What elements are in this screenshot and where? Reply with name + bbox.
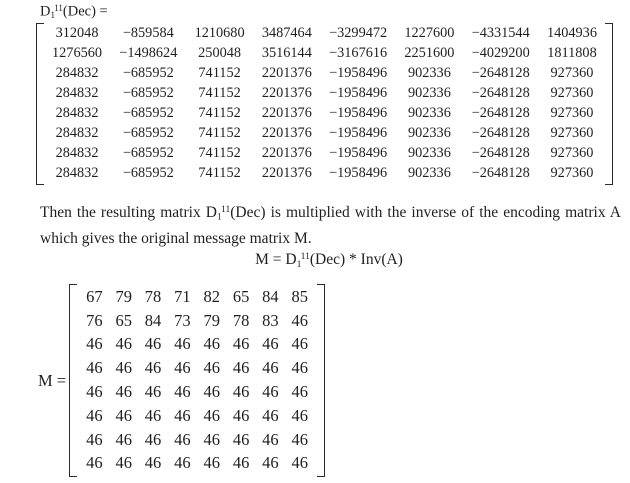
- paragraph-line-1: [40, 199, 621, 228]
- left-bracket: [69, 284, 77, 477]
- matrix-cell: 46: [144, 405, 162, 425]
- matrix-cell: −685952: [122, 85, 174, 102]
- decoded-matrix-label-suffix: (Dec) =: [62, 3, 108, 20]
- matrix-cell: 46: [291, 334, 309, 354]
- matrix-cell: 46: [115, 334, 132, 354]
- matrix-cell: 67: [86, 286, 103, 306]
- matrix-cell: 46: [291, 358, 309, 378]
- matrix-cell: 78: [144, 286, 162, 306]
- matrix-cell: 46: [115, 358, 132, 378]
- matrix-cell: −1958496: [329, 85, 388, 102]
- matrix-cell: 250048: [198, 45, 242, 62]
- matrix-cell: 46: [203, 429, 220, 449]
- matrix-cell: 3516144: [261, 45, 312, 62]
- matrix-cell: −685952: [122, 105, 174, 121]
- matrix-cell: 46: [262, 334, 279, 354]
- decoded-matrix-subscript: 1: [50, 10, 55, 21]
- decoded-matrix: [36, 23, 613, 185]
- equation-lhs: M =: [255, 251, 286, 268]
- matrix-cell: 46: [86, 405, 103, 425]
- matrix-cell: 2201376: [261, 65, 312, 82]
- matrix-cell: 46: [291, 453, 309, 473]
- matrix-cell: 65: [232, 286, 250, 306]
- matrix-cell: −2648128: [471, 65, 530, 82]
- matrix-cell: −859584: [122, 25, 174, 42]
- matrix-cell: −685952: [122, 164, 174, 181]
- matrix-cell: 82: [203, 286, 220, 306]
- equation-matrix-symbol: D: [285, 251, 297, 268]
- matrix-cell: 46: [86, 429, 103, 449]
- matrix-cell: 927360: [550, 124, 594, 141]
- equation: [14, 251, 630, 270]
- matrix-cell: 65: [115, 310, 132, 330]
- matrix-cell: 741152: [198, 65, 241, 82]
- matrix-cell: 741152: [198, 144, 241, 161]
- message-matrix-label: M =: [38, 370, 67, 390]
- matrix-cell: 46: [262, 453, 279, 473]
- paragraph-text: Then the resulting matrix: [40, 203, 206, 221]
- matrix-cell: 46: [86, 358, 103, 378]
- matrix-cell: 46: [291, 429, 309, 449]
- matrix-cell: 79: [203, 310, 220, 330]
- matrix-cell: 46: [232, 382, 250, 402]
- matrix-cell: −2648128: [471, 164, 530, 181]
- matrix-cell: 902336: [407, 65, 451, 82]
- matrix-cell: 312048: [55, 25, 99, 42]
- inline-matrix-subscript: 1: [216, 211, 222, 223]
- matrix-cell: −3167616: [329, 45, 388, 62]
- matrix-cell: 46: [291, 382, 309, 402]
- matrix-cell: −685952: [122, 124, 174, 141]
- inline-matrix-superscript: 11: [221, 204, 231, 215]
- matrix-cell: 2201376: [261, 144, 312, 161]
- matrix-cell: −2648128: [471, 105, 530, 121]
- matrix-cell: 284832: [55, 105, 99, 121]
- matrix-cell: 46: [144, 382, 162, 402]
- matrix-cell: 46: [203, 453, 220, 473]
- body-paragraph: [40, 199, 621, 250]
- matrix-cell: 2201376: [261, 124, 312, 141]
- matrix-cell: 78: [232, 310, 250, 330]
- matrix-cell: 46: [291, 405, 309, 425]
- matrix-cell: −2648128: [471, 124, 530, 141]
- decoded-matrix-cells: [44, 23, 605, 185]
- matrix-cell: 46: [262, 358, 279, 378]
- matrix-cell: −685952: [122, 144, 174, 161]
- matrix-cell: 46: [144, 429, 162, 449]
- matrix-cell: 741152: [198, 105, 241, 121]
- matrix-cell: 902336: [407, 124, 451, 141]
- matrix-cell: 902336: [407, 164, 451, 181]
- equation-matrix-subscript: 1: [296, 258, 302, 270]
- message-matrix-block: [38, 284, 325, 477]
- matrix-cell: 46: [174, 405, 191, 425]
- matrix-cell: 2201376: [261, 164, 312, 181]
- matrix-cell: 46: [174, 382, 191, 402]
- matrix-cell: −1958496: [329, 124, 388, 141]
- matrix-cell: 1811808: [547, 45, 597, 62]
- matrix-cell: 46: [115, 453, 132, 473]
- matrix-cell: 902336: [407, 85, 451, 102]
- decoded-matrix-superscript: 11: [54, 3, 63, 13]
- matrix-cell: 83: [262, 310, 279, 330]
- matrix-cell: 741152: [198, 124, 241, 141]
- left-bracket: [36, 23, 44, 185]
- right-bracket: [605, 23, 613, 185]
- matrix-cell: 46: [291, 310, 309, 330]
- matrix-cell: −1958496: [329, 65, 388, 82]
- matrix-cell: 46: [174, 358, 191, 378]
- matrix-cell: 46: [86, 382, 103, 402]
- matrix-cell: 1404936: [546, 25, 597, 42]
- matrix-cell: 46: [115, 429, 132, 449]
- matrix-cell: 46: [203, 405, 220, 425]
- right-bracket: [317, 284, 325, 477]
- matrix-cell: 284832: [55, 124, 99, 141]
- matrix-cell: 284832: [55, 144, 99, 161]
- matrix-cell: 46: [232, 358, 250, 378]
- matrix-cell: 84: [262, 286, 279, 306]
- matrix-cell: 46: [174, 453, 191, 473]
- paragraph-text: is multiplied with the inverse of the encoding matrix A: [265, 203, 621, 221]
- matrix-cell: −1498624: [119, 45, 178, 62]
- matrix-cell: 2201376: [261, 85, 312, 102]
- matrix-cell: 46: [174, 429, 191, 449]
- matrix-cell: 927360: [550, 85, 594, 102]
- matrix-cell: 46: [174, 334, 191, 354]
- equation-rhs: (Dec) * Inv(A): [309, 251, 403, 268]
- matrix-cell: −2648128: [471, 144, 530, 161]
- matrix-cell: 46: [203, 334, 220, 354]
- matrix-cell: −1958496: [329, 144, 388, 161]
- matrix-cell: 902336: [407, 105, 451, 121]
- matrix-cell: 741152: [198, 164, 241, 181]
- matrix-cell: −4331544: [471, 25, 530, 42]
- matrix-cell: 46: [86, 453, 103, 473]
- matrix-cell: −685952: [122, 65, 174, 82]
- matrix-cell: 46: [203, 358, 220, 378]
- matrix-cell: 46: [262, 405, 279, 425]
- matrix-cell: −3299472: [329, 25, 388, 42]
- matrix-cell: 46: [144, 358, 162, 378]
- matrix-cell: 927360: [550, 65, 594, 82]
- matrix-cell: 927360: [550, 164, 594, 181]
- matrix-cell: 927360: [550, 144, 594, 161]
- matrix-cell: 46: [115, 405, 132, 425]
- matrix-cell: 46: [262, 429, 279, 449]
- matrix-cell: 46: [262, 382, 279, 402]
- matrix-cell: 1276560: [52, 45, 103, 62]
- matrix-cell: −2648128: [471, 85, 530, 102]
- matrix-cell: −4029200: [471, 45, 530, 62]
- matrix-cell: 3487464: [261, 25, 312, 42]
- matrix-cell: 46: [232, 453, 250, 473]
- matrix-cell: 741152: [198, 85, 241, 102]
- matrix-cell: 71: [174, 286, 191, 306]
- matrix-cell: 76: [86, 310, 103, 330]
- matrix-cell: 1210680: [194, 25, 245, 42]
- matrix-cell: 85: [291, 286, 309, 306]
- matrix-cell: 46: [232, 405, 250, 425]
- matrix-cell: 46: [144, 453, 162, 473]
- equation-matrix-superscript: 11: [300, 251, 310, 263]
- matrix-cell: 46: [232, 429, 250, 449]
- matrix-cell: 73: [174, 310, 191, 330]
- matrix-cell: 46: [232, 334, 250, 354]
- matrix-cell: 46: [115, 382, 132, 402]
- matrix-cell: 284832: [55, 164, 99, 181]
- decoded-matrix-label: [40, 3, 108, 20]
- inline-matrix-symbol: D: [205, 203, 217, 221]
- matrix-cell: −1958496: [329, 105, 388, 121]
- matrix-cell: 46: [86, 334, 103, 354]
- matrix-cell: 46: [203, 382, 220, 402]
- matrix-cell: 284832: [55, 65, 99, 82]
- matrix-cell: 84: [144, 310, 162, 330]
- matrix-cell: 902336: [407, 144, 451, 161]
- matrix-cell: 79: [115, 286, 132, 306]
- matrix-cell: −1958496: [329, 164, 388, 181]
- matrix-cell: 927360: [550, 105, 594, 121]
- matrix-cell: 46: [144, 334, 162, 354]
- matrix-cell: 1227600: [404, 25, 455, 42]
- matrix-cell: 2201376: [261, 105, 312, 121]
- message-matrix-cells: [77, 284, 317, 477]
- inline-matrix-suffix: (Dec): [230, 203, 266, 221]
- message-matrix: [69, 284, 325, 477]
- matrix-cell: 284832: [55, 85, 99, 102]
- paragraph-line-2: which gives the original message matrix M.: [40, 230, 312, 248]
- decoded-matrix-symbol: D: [40, 3, 51, 20]
- matrix-cell: 2251600: [404, 45, 455, 62]
